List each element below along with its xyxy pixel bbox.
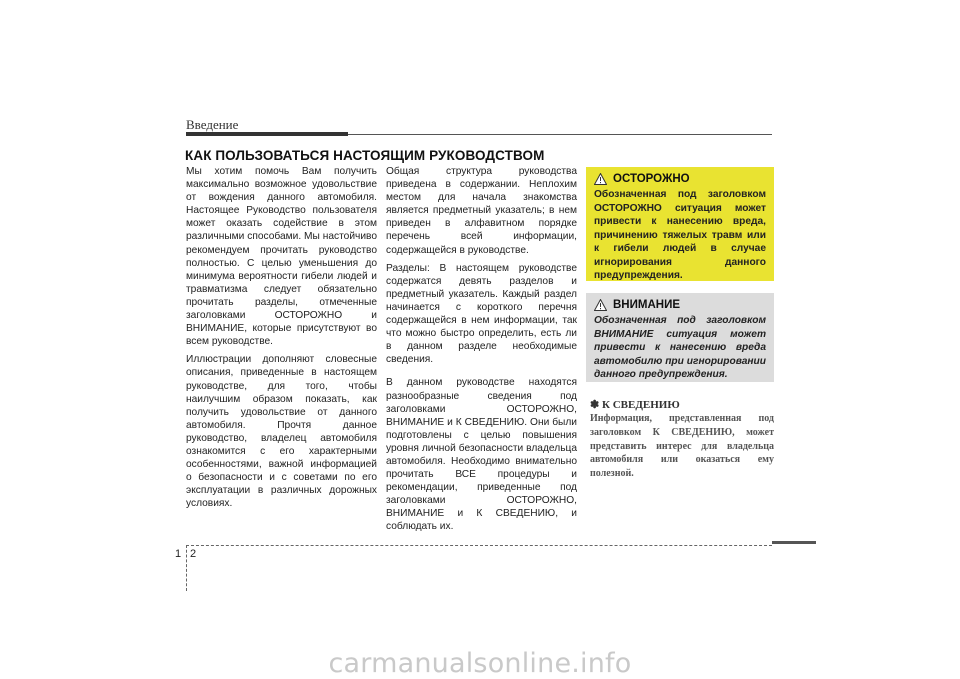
info-heading (590, 398, 680, 411)
section-title: Введение (186, 117, 239, 132)
footer-rule-end (772, 541, 816, 544)
notice-box-header (594, 299, 766, 311)
warning-box-header (594, 173, 766, 185)
watermark: carmanualsonline.info (328, 648, 632, 679)
header-rule-thin (348, 134, 772, 135)
notice-box (586, 293, 774, 382)
info-title: К СВЕДЕНИЮ (601, 399, 680, 411)
page-heading: КАК ПОЛЬЗОВАТЬСЯ НАСТОЯЩИМ РУКОВОДСТВОМ (185, 148, 545, 163)
page-number: 2 (190, 548, 197, 560)
warning-box-title: ОСТОРОЖНО (613, 173, 690, 185)
warning-box (586, 167, 774, 281)
paragraph: Мы хотим помочь Вам получить максимально возможное удовольствие от вождения данного автомобиля. Настоящее Руководство пользователя может оказать содействие в этом различными способами. Мы настойчиво рекомендуем прочитать руководство полностью. С целью уменьшения до минимума вероятности гибели людей и травматизма следует обязательно прочитать разделы, отмеченные заголовками ОСТОРОЖНО и ВНИМАНИЕ, которые присутствуют во всем руководстве. (186, 166, 377, 348)
info-text: Информация, представленная под заголовком К СВЕДЕНИЮ, может представить интерес для владельца автомобиля или оказаться ему полезной. (590, 413, 774, 480)
text-column-middle (386, 165, 577, 539)
warning-triangle-icon (594, 173, 607, 185)
warning-triangle-icon (594, 299, 607, 311)
text-column-left (186, 165, 377, 515)
header-rule-thick (186, 132, 348, 136)
paragraph: Общая структура руководства приведена в содержании. Неплохим местом для начала знакомства является предметный указатель; в нем приведен в алфавитном порядке перечень всей информации, содержащейся в руководстве. (386, 166, 577, 256)
info-marker-icon: ✽ (590, 399, 600, 411)
footer-rule (186, 545, 772, 546)
notice-box-text: Обозначенная под заголовком ВНИМАНИЕ ситуация может привести к нанесению вреда автомобилю при игнорировании данного предупреждения. (594, 315, 766, 380)
paragraph: В данном руководстве находятся разнообразные сведения под заголовками ОСТОРОЖНО, ВНИМАНИЕ и К СВЕДЕНИЮ. Они были подготовлены с целью повышения уровня личной безопасности владельца автомобиля. Необходимо внимательно прочитать ВСЕ процедуры и рекомендации, приведенные под заголовками ОСТОРОЖНО, ВНИМАНИЕ и К СВЕДЕНИЮ, и соблюдать их. (386, 377, 577, 533)
page-divider (186, 545, 187, 591)
notice-box-title: ВНИМАНИЕ (613, 299, 681, 311)
paragraph: Иллюстрации дополняют словесные описания, приведенные в настоящем руководстве, для того, чтобы наилучшим образом показать, как получить удовольствие от данного автомобиля. Прочтя данное руководство, владелец автомобиля ознакомится с его характерными особенностями, важной информацией о безопасности и с советами по его эксплуатации в различных дорожных условиях. (186, 354, 377, 510)
paragraph: Разделы: В настоящем руководстве содержатся девять разделов и предметный указатель. Каждый раздел начинается с короткого перечня содержащейся в нем информации, так что можно быстро определить, есть ли в данном разделе необходимые сведения. (386, 262, 577, 366)
chapter-number: 1 (175, 548, 182, 560)
warning-box-text: Обозначенная под заголовком ОСТОРОЖНО ситуация может привести к нанесению вреда, причинению тяжелых травм или к гибели людей в случае игнорирования данного предупреждения. (594, 189, 766, 281)
